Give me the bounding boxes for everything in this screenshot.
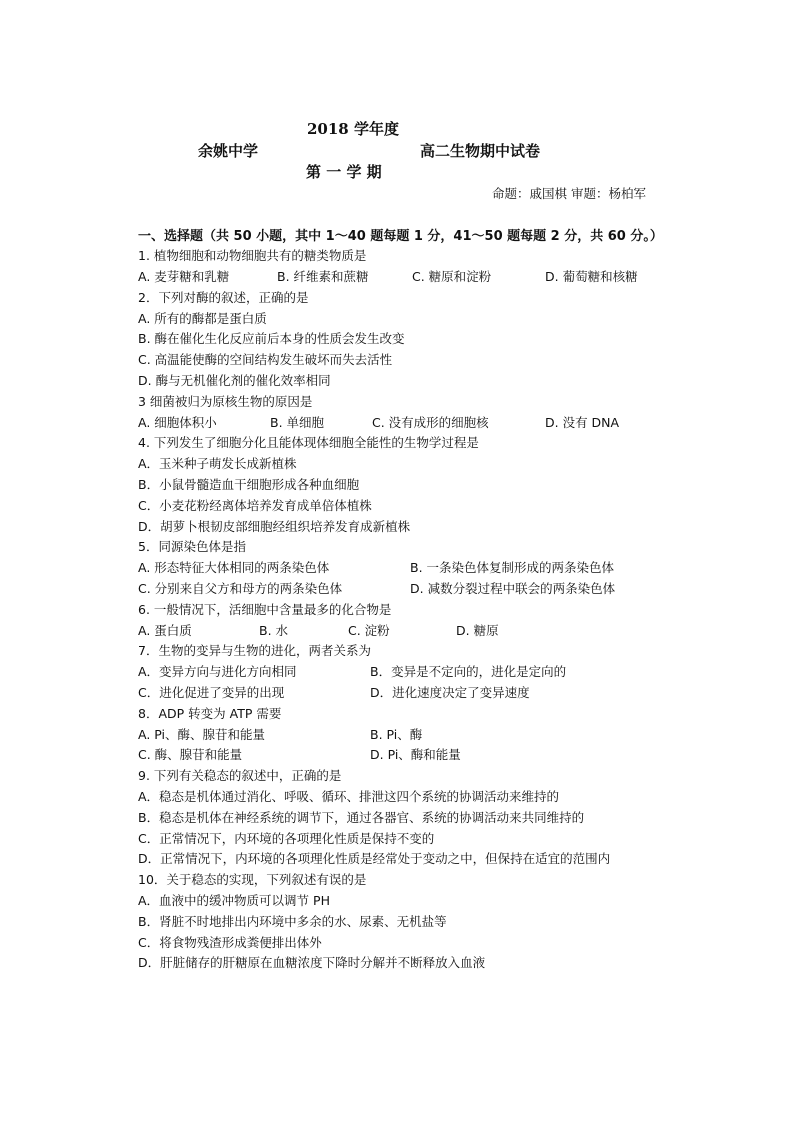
answer-option: C. 高温能使酶的空间结构发生破坏而失去活性 bbox=[138, 352, 393, 367]
answer-option: B. 一条染色体复制形成的两条染色体 bbox=[410, 560, 615, 575]
answer-option: B. Pi、酶 bbox=[370, 727, 423, 742]
answer-option: C. 没有成形的细胞核 bbox=[372, 415, 489, 430]
answer-option: A．稳态是机体通过消化、呼吸、循环、排泄这四个系统的协调活动来维持的 bbox=[138, 789, 560, 804]
answer-option: C．正常情况下，内环境的各项理化性质是保持不变的 bbox=[138, 831, 435, 846]
answer-option: A．血液中的缓冲物质可以调节 PH bbox=[138, 893, 330, 908]
answer-option: D．肝脏储存的肝糖原在血糖浓度下降时分解并不断释放入血液 bbox=[138, 955, 486, 970]
answer-option: D. 减数分裂过程中联会的两条染色体 bbox=[410, 581, 616, 596]
answer-option: D．正常情况下，内环境的各项理化性质是经常处于变动之中，但保持在适宜的范围内 bbox=[138, 851, 611, 866]
question-stem: 10．关于稳态的实现，下列叙述有误的是 bbox=[138, 872, 367, 887]
answer-option: D. 葡萄糖和核糖 bbox=[545, 269, 638, 284]
question-stem: 9. 下列有关稳态的叙述中，正确的是 bbox=[138, 768, 342, 783]
question-stem: 2．下列对酶的叙述，正确的是 bbox=[138, 290, 309, 305]
answer-option: C．进化促进了变异的出现 bbox=[138, 685, 285, 700]
answer-option: D. Pi、酶和能量 bbox=[370, 747, 461, 762]
exam-term: 第 一 学 期 bbox=[306, 163, 382, 181]
answer-option: A. 麦芽糖和乳糖 bbox=[138, 269, 230, 284]
answer-option: D．胡萝卜根韧皮部细胞经组织培养发育成新植株 bbox=[138, 519, 411, 534]
answer-option: A. 所有的酶都是蛋白质 bbox=[138, 311, 267, 326]
question-stem: 3 细菌被归为原核生物的原因是 bbox=[138, 394, 313, 409]
answer-option: B．肾脏不时地排出内环境中多余的水、尿素、无机盐等 bbox=[138, 914, 447, 929]
section-heading: 一、选择题（共 50 小题，其中 1～40 题每题 1 分，41～50 题每题 2 分，共 60 分。） bbox=[138, 229, 663, 244]
answer-option: D．进化速度决定了变异速度 bbox=[370, 685, 530, 700]
question-stem: 4. 下列发生了细胞分化且能体现体细胞全能性的生物学过程是 bbox=[138, 435, 479, 450]
question-stem: 1. 植物细胞和动物细胞共有的糖类物质是 bbox=[138, 248, 367, 263]
exam-authors: 命题：戚国棋 审题：杨柏军 bbox=[492, 186, 646, 201]
answer-option: B. 水 bbox=[259, 623, 289, 638]
answer-option: B. 酶在催化生化反应前后本身的性质会发生改变 bbox=[138, 331, 405, 346]
answer-option: D. 没有 DNA bbox=[545, 415, 620, 430]
school-name: 余姚中学 bbox=[198, 142, 259, 160]
answer-option: C. 酶、腺苷和能量 bbox=[138, 747, 243, 762]
answer-option: B．小鼠骨髓造血干细胞形成各种血细胞 bbox=[138, 477, 360, 492]
answer-option: C. 糖原和淀粉 bbox=[412, 269, 492, 284]
answer-option: C．将食物残渣形成粪便排出体外 bbox=[138, 935, 322, 950]
exam-title: 高二生物期中试卷 bbox=[420, 142, 541, 160]
answer-option: B．变异是不定向的，进化是定向的 bbox=[370, 664, 567, 679]
answer-option: A. 形态特征大体相同的两条染色体 bbox=[138, 560, 330, 575]
answer-option: B．稳态是机体在神经系统的调节下，通过各器官、系统的协调活动来共同维持的 bbox=[138, 810, 585, 825]
answer-option: C. 淀粉 bbox=[348, 623, 390, 638]
answer-option: C. 分别来自父方和母方的两条染色体 bbox=[138, 581, 343, 596]
answer-option: A．变异方向与进化方向相同 bbox=[138, 664, 297, 679]
answer-option: A. Pi、酶、腺苷和能量 bbox=[138, 727, 266, 742]
answer-option: B. 纤维素和蔗糖 bbox=[277, 269, 369, 284]
answer-option: D. 酶与无机催化剂的催化效率相同 bbox=[138, 373, 331, 388]
answer-option: C．小麦花粉经离体培养发育成单倍体植株 bbox=[138, 498, 372, 513]
answer-option: A．玉米种子萌发长成新植株 bbox=[138, 456, 297, 471]
question-stem: 8．ADP 转变为 ATP 需要 bbox=[138, 706, 282, 721]
exam-year: 2018 学年度 bbox=[307, 120, 399, 138]
answer-option: B. 单细胞 bbox=[270, 415, 325, 430]
answer-option: D. 糖原 bbox=[456, 623, 499, 638]
question-stem: 6. 一般情况下，活细胞中含量最多的化合物是 bbox=[138, 602, 392, 617]
question-stem: 5．同源染色体是指 bbox=[138, 539, 246, 554]
question-stem: 7．生物的变异与生物的进化，两者关系为 bbox=[138, 643, 371, 658]
answer-option: A. 蛋白质 bbox=[138, 623, 192, 638]
answer-option: A. 细胞体积小 bbox=[138, 415, 217, 430]
